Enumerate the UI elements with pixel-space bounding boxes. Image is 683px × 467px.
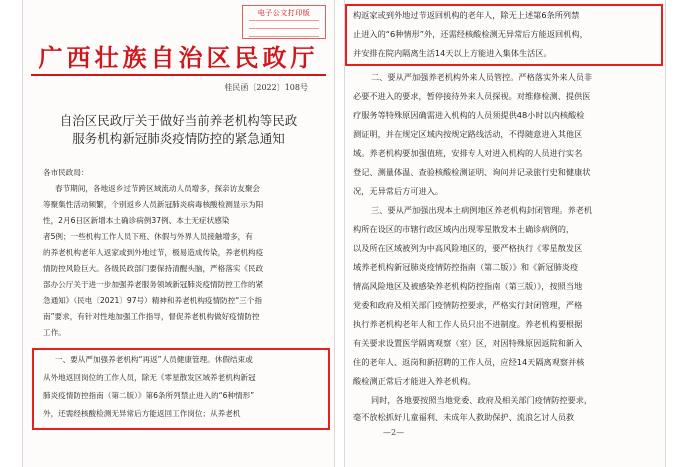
- highlight-line: 肺炎疫情防控指南（第二版）》第6条所列禁止进入的“6种情形”: [43, 391, 255, 400]
- stamp-text: 电子公文打印版: [257, 9, 311, 17]
- body-line: 情高风险地区及被感染养老机构防控指南（第三版）》，按照当地: [353, 281, 583, 291]
- salutation: 各市民政局：: [43, 168, 89, 177]
- body-line: 酸检测正常后才能进入养老机构。: [353, 376, 476, 386]
- body-line: 工作。: [43, 328, 66, 337]
- body-line: 等聚集性活动频繁，个别返乡人员新冠肺炎病毒核酸检测显示为阳: [43, 200, 264, 209]
- highlight-line: 从外地返回岗位的工作人员，除无《零星散发区域养老机构新冠: [43, 373, 256, 382]
- body-line: 部办公厅关于进一步加强养老服务领域新冠肺炎疫情防控工作的紧: [43, 280, 264, 289]
- red-divider: [31, 74, 326, 76]
- body-line: 二、要从严加强养老机构外来人员管控。严格落实外来人员非: [371, 72, 593, 82]
- body-line: 的养老机构老年人返家或到外地过节，极易造成传染，养老机构疫: [43, 248, 264, 257]
- body-line: 执行养老机构老年人和工作人员只出不进制度。养老机构要根据: [353, 319, 583, 329]
- title-line: 服务机构新冠肺炎疫情防控的紧急通知: [72, 131, 285, 146]
- body-line: 必要不进入的要求，暂停接待外来人员探视。对维修检测、提供医: [353, 91, 591, 101]
- document-page-1: [22, 0, 335, 467]
- masthead-title: 广西壮族自治区民政厅: [38, 43, 319, 72]
- highlight-line: 构返家或到外地过节返回机构的老年人，除无上述第6条所列禁: [353, 10, 580, 20]
- body-line: 域养老机构新冠肺炎疫情防控指南（第二版）》和《新冠肺炎疫: [353, 262, 579, 272]
- body-line: 有关要求设置医学隔离观察（室）区，对因特殊原因返院和新入: [353, 338, 583, 348]
- body-line: 情防控风险巨大。各级民政部门要保持清醒头脑，严格落实《民政: [43, 264, 264, 273]
- highlight-line: 并安排在院内隔离生活14天以上方能进入集体生活区。: [353, 48, 552, 58]
- body-line: 同时，各地要按照当地党委、政府及相关部门疫情防控要求，: [371, 395, 593, 405]
- body-line: 域。养老机构要加强值班，安排专人对进入机构的人员进行实名: [353, 148, 583, 158]
- body-line: 性，2月6日区新增本土确诊病例37例、本土无症状感染: [43, 216, 230, 225]
- notice-title: [23, 112, 334, 148]
- highlight-line: 一、要从严加强养老机构“再返”人员健康管理。休假结束或: [55, 355, 253, 364]
- body-line: 南”要求，有针对性地加强工作指导，督促养老机构做好疫情防控: [43, 312, 260, 321]
- body-line: 以及所在区域被列为中高风险地区的，要严格执行《零星散发区: [353, 243, 583, 253]
- body-line: 者5例；一些机构工作人员下班、休假与外界人员接触增多，有: [43, 232, 253, 241]
- document-page-2: [344, 0, 666, 467]
- highlight-line: 外，还需经核酸检测无异常后方能返回工作岗位；从养老机: [43, 409, 241, 418]
- body-line: 况，无异常后方可进入。: [353, 186, 444, 196]
- body-line: 住的老年人、返岗和新招聘的工作人员，应经14天隔离观察并核: [353, 357, 585, 367]
- body-line: 登记、测量体温、查验核酸检测证明、询问并记录旅行史和健康状: [353, 167, 591, 177]
- body-line: 测证明，并在规定区域内按规定路线活动，不得随意进入其他区: [353, 129, 583, 139]
- page-number: —2—: [383, 428, 405, 437]
- body-line: 毫不放松抓好儿童福利、未成年人救助保护、流浪乞讨人员救: [353, 412, 575, 422]
- title-line: 自治区民政厅关于做好当前养老机构等民政: [59, 113, 298, 128]
- highlight-line: 止进入的“6种情形”外，还需经核酸检测无异常后方能返回机构，: [353, 29, 588, 39]
- body-line: 疗服务等特殊原因确需进入机构的人员须提供48小时以内核酸检: [353, 110, 585, 120]
- body-line: 三、要从严加强出现本土病例地区养老机构封闭管理。养老机: [371, 205, 593, 215]
- body-line: 急通知》（民电〔2021〕97号）精神和养老机构疫情防控“三个指: [43, 296, 262, 305]
- document-number: 桂民函〔2022〕108号: [224, 83, 308, 92]
- body-line: 春节期间，各地返乡过节跨区域流动人员增多，探亲访友聚会: [55, 184, 261, 193]
- body-line: 党委和政府及相关部门疫情防控要求，严格实行封闭管理，严格: [353, 300, 583, 310]
- body-line: 构所在设区的市辖行政区域内出现零星散发本土确诊病例的，: [353, 224, 575, 234]
- print-stamp: [242, 5, 326, 39]
